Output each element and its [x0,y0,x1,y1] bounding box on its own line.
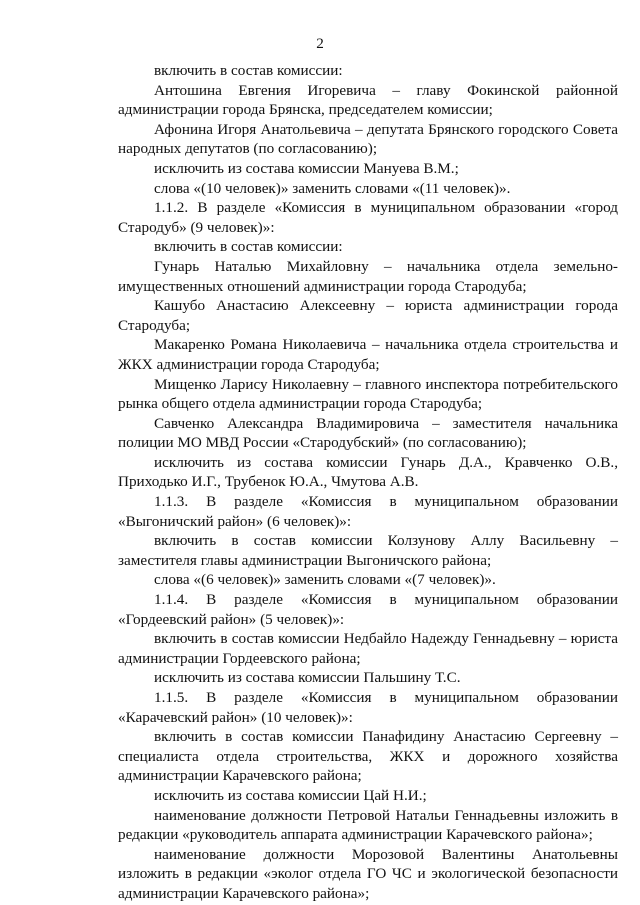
paragraph: наименование должности Петровой Натальи Геннадьевны изложить в редакции «руководитель аппарата администрации Карачевского района»; [118,806,618,844]
paragraph: слова «(6 человек)» заменить словами «(7 человек)». [154,571,496,589]
paragraph: Савченко Александра Владимировича – заместителя начальника полиции МО МВД России «Стародубский» (по согласованию); [118,414,618,452]
paragraph: 1.1.5. В разделе «Комиссия в муниципальном образовании «Карачевский район» (10 человек)»: [118,689,618,726]
paragraph: 1.1.3. В разделе «Комиссия в муниципальном образовании «Выгоничский район» (6 человек)»: [118,493,618,530]
paragraph: Антошина Евгения Игоревича – главу Фокинской районной администрации города Брянска, председателем комиссии; [118,81,618,119]
paragraph: Гунарь Наталью Михайловну – начальника отдела земельно-имущественных отношений администрации города Стародуба; [118,257,618,295]
paragraph: 1.1.4. В разделе «Комиссия в муниципальном образовании «Гордеевский район» (5 человек)»: [118,591,618,628]
paragraph: Макаренко Романа Николаевича – начальника отдела строительства и ЖКХ администрации города Стародуба; [118,336,618,373]
paragraph: включить в состав комиссии Панафидину Анастасию Сергеевну – специалиста отдела строительства, ЖКХ и дорожного хозяйства администрации Карачевского района; [118,728,618,785]
paragraph: включить в состав комиссии Колзунову Аллу Васильевну – заместителя главы администрации Выгоничского района; [118,532,618,569]
paragraph: исключить из состава комиссии Мануева В.М.; [154,159,459,177]
paragraph: Афонина Игоря Анатольевича – депутата Брянского городского Совета народных депутатов (по согласованию); [118,120,618,158]
paragraph: включить в состав комиссии Недбайло Надежду Геннадьевну – юриста администрации Гордеевского района; [118,630,618,667]
paragraph: Мищенко Ларису Николаевну – главного инспектора потребительского рынка общего отдела администрации города Стародуба; [118,375,618,413]
document-body [118,61,618,904]
paragraph: наименование должности Морозовой Валентины Анатольевны изложить в редакции «эколог отдела ГО ЧС и экологической безопасности администрации Карачевского района»; [118,845,618,902]
paragraph: слова «(10 человек)» заменить словами «(11 человек)». [154,179,511,197]
paragraph: исключить из состава комиссии Цай Н.И.; [154,786,427,804]
paragraph: включить в состав комиссии: [154,238,343,256]
paragraph: Кашубо Анастасию Алексеевну – юриста администрации города Стародуба; [118,297,618,334]
paragraph: исключить из состава комиссии Пальшину Т.С. [154,669,461,687]
page-number: 2 [316,35,324,52]
paragraph: 1.1.2. В разделе «Комиссия в муниципальном образовании «город Стародуб» (9 человек)»: [118,199,618,236]
paragraph: включить в состав комиссии: [154,62,343,79]
paragraph: исключить из состава комиссии Гунарь Д.А., Кравченко О.В., Приходько И.Г., Трубенок Ю.А., Чмутова А.В. [118,453,618,491]
